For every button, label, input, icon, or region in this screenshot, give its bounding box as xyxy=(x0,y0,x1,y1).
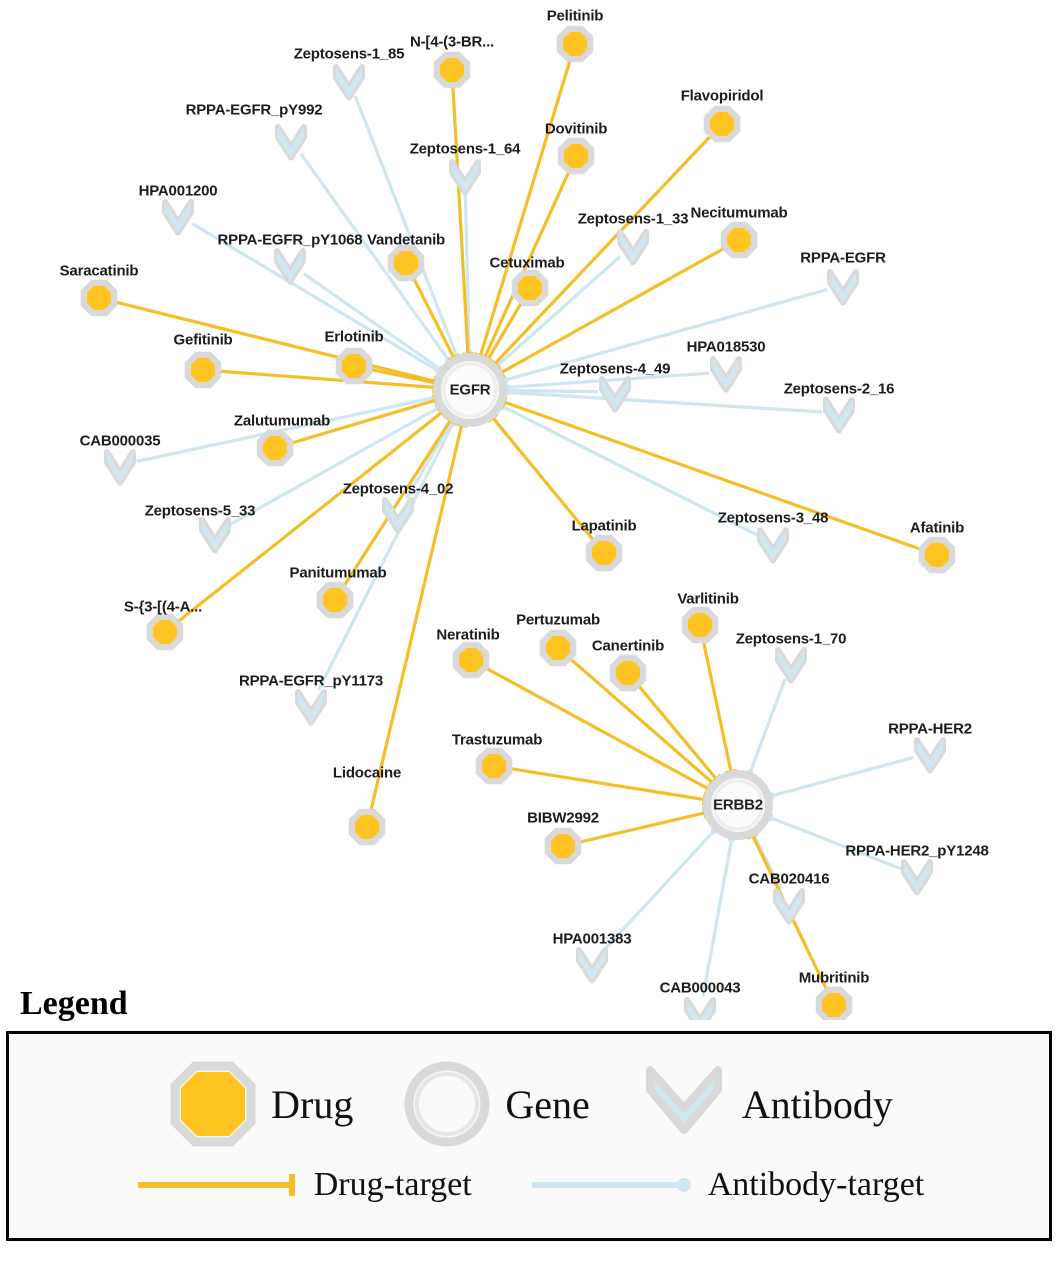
drug-node[interactable] xyxy=(560,29,590,59)
antibody-label: Zeptosens-1_85 xyxy=(293,45,405,63)
drug-label: S-{3-[(4-A... xyxy=(123,598,203,616)
antibody-node[interactable] xyxy=(452,162,478,193)
drug-label: Canertinib xyxy=(591,637,665,655)
antibody-node[interactable] xyxy=(165,202,191,233)
legend-item-gene xyxy=(399,1056,589,1152)
antibody-node[interactable] xyxy=(298,692,324,723)
antibody-label: CAB000035 xyxy=(79,432,161,450)
antibody-node[interactable] xyxy=(602,379,628,410)
legend xyxy=(6,985,1052,1241)
antibody-node[interactable] xyxy=(760,530,786,561)
drug-node[interactable] xyxy=(685,610,715,640)
drug-node[interactable] xyxy=(391,248,421,278)
antibody-label: RPPA-EGFR_pY1173 xyxy=(238,672,384,690)
network-edge xyxy=(767,757,914,800)
legend-node-row xyxy=(9,1034,1049,1152)
antibody-node[interactable] xyxy=(917,740,943,771)
antibody-label: Zeptosens-1_33 xyxy=(577,210,689,228)
legend-label-antibody-target: Antibody-target xyxy=(707,1166,925,1203)
antibody-node[interactable] xyxy=(776,891,802,922)
drug-node[interactable] xyxy=(589,538,619,568)
network-edge xyxy=(453,87,474,354)
antibody-label: Zeptosens-4_49 xyxy=(559,360,671,378)
antibody-label: RPPA-HER2 xyxy=(888,720,972,738)
antibody-label: HPA001383 xyxy=(552,930,632,948)
drug-label: Vandetanib xyxy=(366,231,446,249)
gene-label: ERBB2 xyxy=(713,796,763,814)
antibody-node[interactable] xyxy=(620,232,646,263)
legend-label-gene: Gene xyxy=(505,1081,590,1127)
drug-node[interactable] xyxy=(352,812,382,842)
network-edge xyxy=(704,642,737,773)
network-edge xyxy=(502,396,921,549)
network-edge xyxy=(746,679,785,777)
drug-label: Mubritinib xyxy=(798,969,870,987)
antibody-label: HPA018530 xyxy=(686,338,766,356)
drug-label: Pertuzumab xyxy=(516,611,600,629)
legend-item-drug xyxy=(165,1056,353,1152)
network-edge xyxy=(703,834,736,996)
drug-label: Zalutumumab xyxy=(233,412,331,430)
drug-node[interactable] xyxy=(260,433,290,463)
drug-node[interactable] xyxy=(515,273,545,303)
drug-node[interactable] xyxy=(150,617,180,647)
drug-label: Lapatinib xyxy=(571,517,637,535)
antibody-label: CAB020416 xyxy=(748,870,830,888)
legend-item-antibody-target xyxy=(528,1166,925,1204)
antibody-label: Zeptosens-4_02 xyxy=(342,480,454,498)
drug-node[interactable] xyxy=(548,831,578,861)
antibody-label: Zeptosens-5_33 xyxy=(144,502,256,520)
drug-label: Varlitinib xyxy=(677,590,739,608)
antibody-label: RPPA-HER2_pY1248 xyxy=(845,842,989,860)
drug-node[interactable] xyxy=(320,585,350,615)
legend-box xyxy=(6,1031,1052,1241)
drug-label: N-[4-(3-BR... xyxy=(409,33,495,51)
antibody-node-icon xyxy=(636,1056,732,1152)
drug-label: Gefitinib xyxy=(173,331,233,349)
gene-node-icon xyxy=(399,1056,495,1152)
antibody-node[interactable] xyxy=(336,67,362,98)
drug-label: Lidocaine xyxy=(332,764,402,782)
drug-node[interactable] xyxy=(479,751,509,781)
antibody-label: RPPA-EGFR_pY1068 xyxy=(217,231,363,249)
drug-label: Flavopiridol xyxy=(680,87,764,105)
drug-node[interactable] xyxy=(922,540,952,570)
drug-node[interactable] xyxy=(543,633,573,663)
legend-title: Legend xyxy=(20,985,128,1022)
drug-node[interactable] xyxy=(84,283,114,313)
drug-node[interactable] xyxy=(724,225,754,255)
legend-label-drug: Drug xyxy=(271,1081,354,1127)
drug-node[interactable] xyxy=(613,658,643,688)
antibody-label: RPPA-EGFR xyxy=(800,249,886,267)
drug-label: Afatinib xyxy=(909,519,965,537)
network-edge xyxy=(766,813,902,868)
legend-edge-row xyxy=(9,1166,1049,1204)
antibody-label: Zeptosens-3_48 xyxy=(717,509,829,527)
drug-label: Dovitinib xyxy=(544,120,608,138)
drug-label: Saracatinib xyxy=(59,262,139,280)
antibody-node[interactable] xyxy=(107,452,133,483)
antibody-node[interactable] xyxy=(202,520,228,551)
legend-label-antibody: Antibody xyxy=(741,1081,893,1127)
network-edge xyxy=(511,769,706,806)
drug-node[interactable] xyxy=(339,351,369,381)
drug-label: Trastuzumab xyxy=(451,731,543,749)
drug-label: Cetuximab xyxy=(489,254,565,272)
drug-node[interactable] xyxy=(456,645,486,675)
drug-node[interactable] xyxy=(561,141,591,171)
drug-target-edge-icon xyxy=(134,1170,304,1200)
drug-node-icon xyxy=(165,1056,261,1152)
drug-label: Pelitinib xyxy=(546,7,604,25)
drug-label: Necitumumab xyxy=(690,204,788,222)
legend-label-drug-target: Drug-target xyxy=(313,1166,472,1203)
antibody-label: HPA001200 xyxy=(138,182,218,200)
antibody-node[interactable] xyxy=(830,272,856,303)
drug-node[interactable] xyxy=(188,355,218,385)
gene-label: EGFR xyxy=(449,381,491,399)
drug-node[interactable] xyxy=(437,55,467,85)
antibody-node[interactable] xyxy=(713,359,739,390)
antibody-target-edge-icon xyxy=(528,1170,698,1200)
network-edge xyxy=(639,686,721,783)
antibody-node[interactable] xyxy=(904,862,930,893)
drug-label: Erlotinib xyxy=(324,328,384,346)
legend-item-drug-target xyxy=(134,1166,472,1204)
legend-item-antibody xyxy=(636,1056,893,1152)
drug-label: Panitumumab xyxy=(289,564,387,582)
antibody-node[interactable] xyxy=(826,400,852,431)
antibody-node[interactable] xyxy=(778,650,804,681)
drug-label: Neratinib xyxy=(436,626,500,644)
drug-node[interactable] xyxy=(707,109,737,139)
antibody-label: CAB000043 xyxy=(659,979,741,997)
antibody-label: RPPA-EGFR_pY992 xyxy=(185,101,323,119)
antibody-node[interactable] xyxy=(278,127,304,158)
antibody-node[interactable] xyxy=(579,950,605,981)
drug-label: BIBW2992 xyxy=(527,809,599,827)
antibody-label: Zeptosens-1_64 xyxy=(409,140,521,158)
network-edge xyxy=(319,418,458,690)
antibody-label: Zeptosens-1_70 xyxy=(735,630,847,648)
antibody-label: Zeptosens-2_16 xyxy=(783,380,895,398)
